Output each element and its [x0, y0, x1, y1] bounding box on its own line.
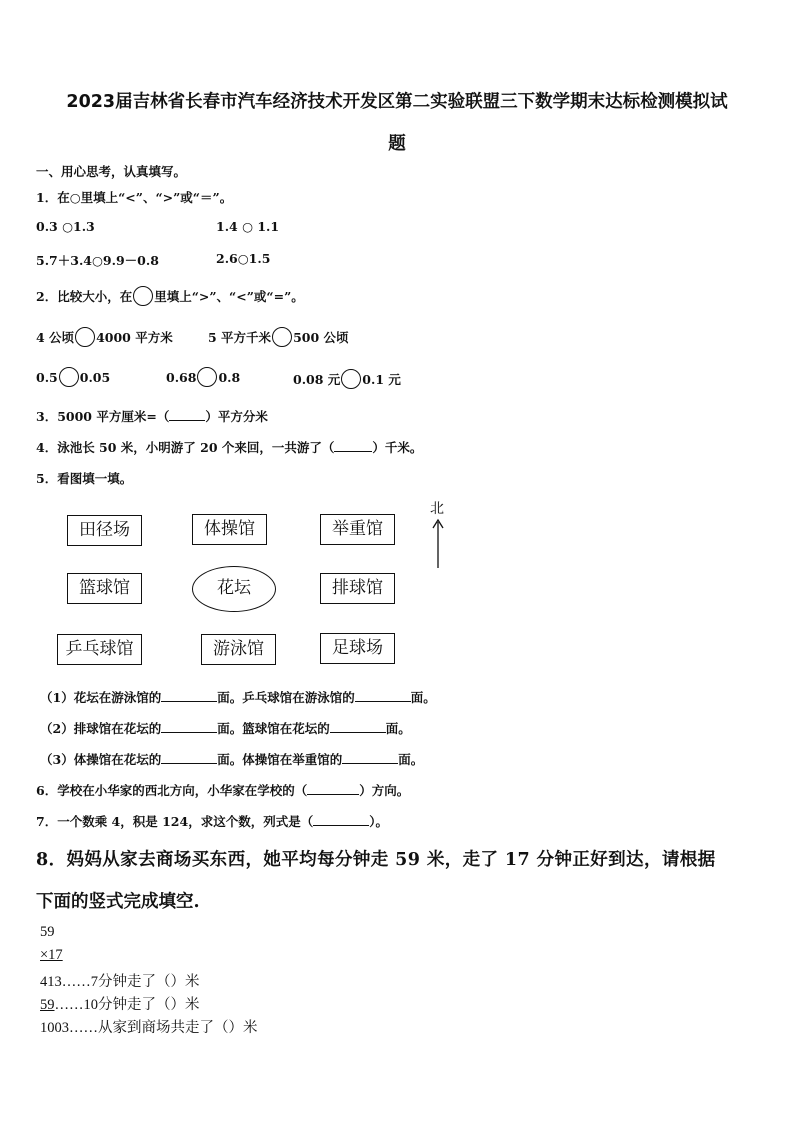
question-2-label-pre: 2．比较大小，在	[36, 289, 133, 304]
q2-a3: 5 平方千米	[208, 330, 272, 345]
q2-a2: 4000 平方米	[96, 330, 173, 345]
calc-multiplier: ×17	[40, 947, 63, 963]
page-title-continued: 题	[388, 134, 406, 154]
question-2-label-post: 里填上“>”、“<”或“=”。	[154, 289, 304, 304]
compare-circle[interactable]	[59, 367, 79, 387]
q5-s1c: 面。	[410, 690, 436, 705]
place-huatan: 花坛	[192, 566, 276, 612]
question-2-row-2b	[166, 370, 240, 387]
answer-blank[interactable]	[313, 814, 369, 826]
q5-s3a: （3）体操馆在花坛的	[40, 752, 162, 767]
north-label: 北	[430, 501, 444, 517]
place-pingpangqiuguan: 乒乓球馆	[57, 634, 142, 665]
answer-blank[interactable]	[161, 690, 217, 702]
calc-partial-2: 59	[40, 997, 55, 1013]
q3-pre: 3．5000 平方厘米=（	[36, 409, 170, 424]
q2-b4: 0.8	[218, 370, 241, 385]
calc-total: 1003	[40, 1020, 69, 1036]
q7-pre: 7．一个数乘 4，积是 124，求这个数，列式是（	[36, 814, 314, 829]
question-5-sub-1	[40, 688, 436, 706]
q5-s2b: 面。篮球馆在花坛的	[217, 721, 330, 736]
compare-circle[interactable]	[75, 327, 95, 347]
q5-s1a: （1）花坛在游泳馆的	[40, 690, 162, 705]
place-lanqiuguan: 篮球馆	[67, 573, 142, 604]
place-youyongguan: 游泳馆	[201, 634, 276, 665]
question-1-label: 1．在○里填上“<”、“>”或“＝”。	[36, 190, 233, 205]
question-5-sub-3	[40, 750, 423, 768]
question-2-row-2a	[36, 370, 110, 387]
q5-s2a: （2）排球馆在花坛的	[40, 721, 162, 736]
answer-blank[interactable]	[342, 752, 398, 764]
calc-partial-2-note: ……10分钟走了（）米	[54, 997, 200, 1013]
q2-b1: 0.5	[36, 370, 58, 385]
north-arrow-icon	[432, 518, 444, 568]
q2-a1: 4 公顷	[36, 330, 75, 345]
q2-b6: 0.1 元	[362, 372, 401, 387]
q2-a4: 500 公顷	[293, 330, 349, 345]
answer-blank[interactable]	[330, 721, 386, 733]
question-1-item-c: 5.7＋3.4○9.9－0.8	[36, 253, 159, 268]
answer-blank[interactable]	[161, 721, 217, 733]
calc-line-4	[40, 993, 200, 1014]
place-ticaoguan: 体操馆	[192, 514, 267, 545]
q5-s2c: 面。	[385, 721, 411, 736]
answer-blank[interactable]	[355, 690, 411, 702]
q4-post: ）千米。	[372, 440, 423, 455]
answer-blank[interactable]	[307, 783, 359, 795]
question-5-sub-2	[40, 719, 411, 737]
question-8-line-2: 下面的竖式完成填空.	[36, 892, 200, 912]
q3-post: ）平方分米	[205, 409, 268, 424]
question-2-row-1b	[208, 328, 349, 347]
question-8-line-1: 8．妈妈从家去商场买东西，她平均每分钟走 59 米，走了 17 分钟正好到达，请根据	[36, 850, 716, 870]
question-1-item-d: 2.6○1.5	[216, 251, 271, 266]
question-1-item-a: 0.3 ○1.3	[36, 219, 95, 234]
answer-blank[interactable]	[161, 752, 217, 764]
calc-partial-1-note: ……7分钟走了（）米	[61, 974, 200, 990]
question-7	[36, 812, 388, 830]
compare-circle[interactable]	[197, 367, 217, 387]
q6-post: ）方向。	[359, 783, 410, 798]
question-4	[36, 438, 422, 456]
calc-total-note: ……从家到商场共走了（）米	[69, 1020, 258, 1036]
compare-circle[interactable]	[341, 369, 361, 389]
q7-post: ）。	[369, 814, 388, 829]
question-2-row-1	[36, 328, 173, 347]
q2-b2: 0.05	[79, 370, 111, 385]
question-5-label: 5．看图填一填。	[36, 471, 133, 486]
question-2-row-2c	[293, 370, 401, 389]
q5-s1b: 面。乒乓球馆在游泳馆的	[217, 690, 355, 705]
answer-blank[interactable]	[334, 440, 372, 452]
question-1-item-b: 1.4 ○ 1.1	[216, 219, 280, 234]
calc-partial-1: 413	[40, 974, 62, 990]
section-heading: 一、用心思考，认真填写。	[36, 164, 187, 179]
calc-multiplicand: 59	[40, 924, 55, 940]
place-tianjingchang: 田径场	[67, 515, 142, 546]
answer-blank[interactable]	[169, 409, 205, 421]
compare-circle[interactable]	[272, 327, 292, 347]
calc-line-5	[40, 1016, 258, 1037]
place-juzhongguan: 举重馆	[320, 514, 395, 545]
q6-pre: 6．学校在小华家的西北方向，小华家在学校的（	[36, 783, 308, 798]
q5-s3b: 面。体操馆在举重馆的	[217, 752, 343, 767]
place-zuqiuchang: 足球场	[320, 633, 395, 664]
question-6	[36, 781, 409, 799]
q2-b5: 0.08 元	[293, 372, 341, 387]
question-2-label	[36, 287, 304, 306]
page-title: 2023届吉林省长春市汽车经济技术开发区第二实验联盟三下数学期末达标检测模拟试	[66, 92, 728, 112]
calc-line-3	[40, 970, 200, 991]
compare-circle[interactable]	[133, 286, 153, 306]
place-paiqiuguan: 排球馆	[320, 573, 395, 604]
q5-s3c: 面。	[398, 752, 424, 767]
q4-pre: 4．泳池长 50 米，小明游了 20 个来回，一共游了（	[36, 440, 335, 455]
question-3	[36, 407, 268, 425]
q2-b3: 0.68	[166, 370, 197, 385]
